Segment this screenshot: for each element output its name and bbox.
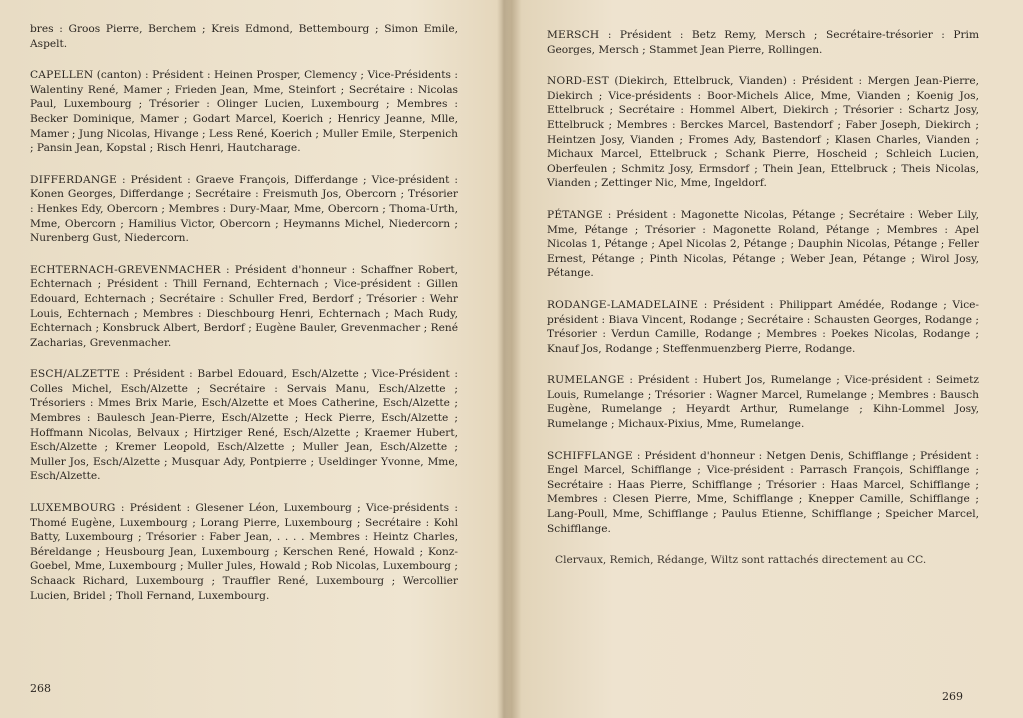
entry-rodange-lamadelaine bbox=[547, 298, 979, 356]
entry-heading: PÉTANGE bbox=[547, 208, 603, 221]
entry-heading: RUMELANGE bbox=[547, 374, 625, 387]
entry-schifflange bbox=[547, 449, 979, 537]
entry-text: : Président : Barbel Edouard, Esch/Alzette ; Vice-Président : Colles Michel, Esch/Alzette ; Secrétaire : Servais Manu, Esch/Alzette ; Trésoriers : Mmes Brix Marie, Esch/Alzette et Moes Catherine, Esch/Alzette ; Membres : Baulesch Jean-Pierre, Esch/Alzette ; Heck Pierre, Esch/Alzette ; Hoffmann Nicolas, Belvaux ; Hirtziger René, Esch/Alzette ; Kraemer Hubert, Esch/Alzette ; Kremer Leopold, Esch/Alzette ; Muller Jean, Esch/Alzette ; Muller Jos, Esch/Alzette ; Musquar Ady, Pontpierre ; Useldinger Yvonne, Mme, Esch/Alzette. bbox=[30, 368, 458, 483]
entry-text: (Diekirch, Ettelbruck, Vianden) : Président : Mergen Jean-Pierre, Diekirch ; Vice-présidents : Boor-Michels Alice, Mme, Vianden ; Koenig Jos, Ettelbruck ; Secrétaire : Hommel Albert, Diekirch ; Trésorier : Schartz Josy, Ettelbruck ; Membres : Berckes Marcel, Bastendorf ; Faber Joseph, Diekirch ; Heintzen Josy, Vianden ; Fromes Ady, Bastendorf ; Klasen Charles, Vianden ; Michaux Marcel, Ettelbruck ; Schank Pierre, Hoscheid ; Schleich Lucien, Oberfeulen ; Schmitz Josy, Ermsdorf ; Thein Jean, Ettelbruck ; Theis Nicolas, Vianden ; Zettinger Nic, Mme, Ingeldorf. bbox=[547, 75, 979, 190]
entry-heading: RODANGE-LAMADELAINE bbox=[547, 298, 699, 311]
entry-petange bbox=[547, 208, 979, 281]
entry-text: : Président : Hubert Jos, Rumelange ; Vice-président : Seimetz Louis, Rumelange ; Trésorier : Wagner Marcel, Rumelange ; Membres : Bausch Eugène, Rumelange ; Heyardt Arthur, Rumelange ; Kihn-Lommel Josy, Rumelange ; Michaux-Pixius, Mme, Rumelange. bbox=[547, 374, 979, 431]
entry-text: : Président : Graeve François, Differdange ; Vice-président : Konen Georges, Differdange ; Secrétaire : Freismuth Jos, Obercorn ; Trésorier : Henkes Edy, Obercorn ; Membres : Dury-Maar, Mme, Obercorn ; Thoma-Urth, Mme, Obercorn ; Hamilius Victor, Obercorn ; Heymanns Michel, Niedercorn ; Nurenberg Gust, Niedercorn. bbox=[30, 173, 458, 245]
entry-echternach-grevenmacher bbox=[30, 263, 458, 351]
entry-nord-est bbox=[547, 74, 979, 191]
entry-heading: CAPELLEN bbox=[30, 69, 94, 82]
entry-continuation bbox=[30, 22, 458, 51]
entry-heading: LUXEMBOURG bbox=[30, 502, 116, 515]
entry-text: : Président : Magonette Nicolas, Pétange ; Secrétaire : Weber Lily, Mme, Pétange ; Trésorier : Magonette Roland, Pétange ; Membres : Apel Nicolas 1, Pétange ; Apel Nicolas 2, Pétange ; Dauphin Nicolas, Pétange ; Feller Ernest, Pétange ; Pinth Nicolas, Pétange ; Weber Jean, Pétange ; Wirol Josy, Pétange. bbox=[547, 208, 979, 280]
entry-rumelange bbox=[547, 373, 979, 431]
footnote: Clervaux, Remich, Rédange, Wiltz sont rattachés directement au CC. bbox=[555, 554, 927, 567]
page-number-right: 269 bbox=[942, 690, 963, 703]
entry-text: : Président : Betz Remy, Mersch ; Secrétaire-trésorier : Prim Georges, Mersch ; Stammet Jean Pierre, Rollingen. bbox=[547, 29, 979, 56]
entry-heading: SCHIFFLANGE bbox=[547, 449, 633, 462]
page-number-left: 268 bbox=[30, 682, 51, 695]
entry-text: : Président : Glesener Léon, Luxembourg ; Vice-présidents : Thomé Eugène, Luxembourg ; Lorang Pierre, Luxembourg ; Secrétaire : Kohl Batty, Luxembourg ; Trésorier : Faber Jean, . . . . Membres : Heintz Charles, Béreldange ; Heusbourg Jean, Luxembourg ; Kerschen René, Howald ; Konz-Goebel, Mme, Luxembourg ; Muller Jules, Howald ; Rob Nicolas, Luxembourg ; Schaack Richard, Luxembourg ; Trauffler René, Luxembourg ; Wercollier Lucien, Bridel ; Tholl Fernand, Luxembourg. bbox=[30, 502, 458, 602]
entry-differdange bbox=[30, 173, 458, 246]
entry-luxembourg bbox=[30, 501, 458, 603]
right-column bbox=[547, 28, 979, 578]
entry-heading: ESCH/ALZETTE bbox=[30, 368, 121, 381]
entry-text: bres : Groos Pierre, Berchem ; Kreis Edmond, Bettembourg ; Simon Emile, Aspelt. bbox=[30, 23, 458, 50]
entry-text: : Président d'honneur : Netgen Denis, Schifflange ; Président : Engel Marcel, Schifflange ; Vice-président : Parrasch François, Schifflange ; Secrétaire : Haas Pierre, Schifflange ; Trésorier : Haas Marcel, Schifflange ; Membres : Clesen Pierre, Mme, Schifflange ; Knepper Camille, Schifflange ; Lang-Poull, Mme, Schifflange ; Paulus Etienne, Schifflange ; Speicher Marcel, Schifflange. bbox=[547, 449, 979, 535]
entry-text: : Président d'honneur : Schaffner Robert, Echternach ; Président : Thill Fernand, Echternach ; Vice-président : Gillen Edouard, Echternach ; Secrétaire : Schuller Fred, Berdorf ; Trésorier : Wehr Louis, Echternach ; Membres : Dieschbourg Henri, Echternach ; Mach Rudy, Echternach ; Konsbruck Albert, Berdorf ; Eugène Bauler, Grevenmacher ; René Zacharias, Grevenmacher. bbox=[30, 263, 458, 349]
entry-heading: MERSCH bbox=[547, 29, 600, 41]
left-page bbox=[0, 0, 500, 718]
entry-heading: ECHTERNACH-GREVENMACHER bbox=[30, 263, 221, 276]
entry-text: : Président : Philippart Amédée, Rodange ; Vice-président : Biava Vincent, Rodange ; Secrétaire : Schausten Georges, Rodange ; Trésorier : Verdun Camille, Rodange ; Membres : Poekes Nicolas, Rodange ; Knauf Jos, Rodange ; Steffenmuenzberg Pierre, Rodange. bbox=[547, 298, 979, 355]
entry-heading: DIFFERDANGE bbox=[30, 173, 117, 186]
entry-text: (canton) : Président : Heinen Prosper, Clemency ; Vice-Présidents : Walentiny René, Mamer ; Frieden Jean, Mme, Steinfort ; Secrétaire : Nicolas Paul, Luxembourg ; Trésorier : Olinger Lucien, Luxembourg ; Membres : Becker Dominique, Mamer ; Godart Marcel, Koerich ; Henricy Jeanne, Mlle, Mamer ; Jung Nicolas, Hivange ; Less René, Koerich ; Muller Emile, Sterpenich ; Pansin Jean, Kopstal ; Risch Henri, Hautcharage. bbox=[30, 69, 458, 155]
entry-heading: NORD-EST bbox=[547, 75, 609, 88]
entry-mersch bbox=[547, 28, 979, 57]
entry-esch-alzette bbox=[30, 367, 458, 484]
left-column bbox=[30, 22, 458, 620]
right-page bbox=[510, 0, 1023, 718]
entry-capellen bbox=[30, 68, 458, 156]
